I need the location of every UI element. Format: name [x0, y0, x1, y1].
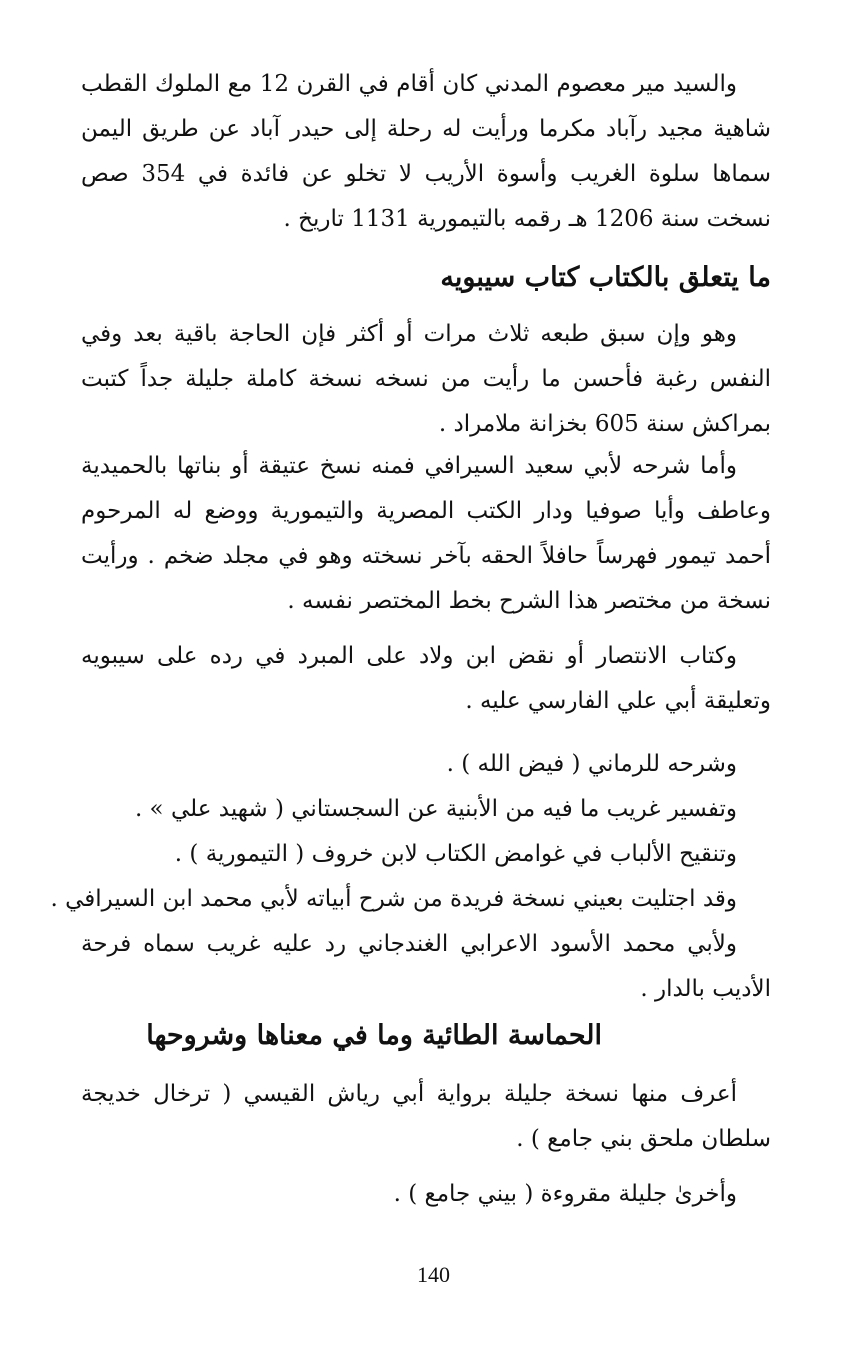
section-heading-hamasa: الحماسة الطائية وما في معناها وشروحها [146, 1020, 602, 1051]
paragraph-sirafi-commentary [81, 444, 771, 624]
paragraph-text: وهو وإن سبق طبعه ثلاث مرات أو أكثر فإن الحاجة باقية بعد وفي النفس رغبة فأحسن ما رأيت من نسخه نسخة كاملة جليلة جداً كتبت بمراكش سنة 605 بخزانة ملامراد . [81, 321, 771, 437]
paragraph-intisar [81, 634, 771, 724]
paragraph-text: وأما شرحه لأبي سعيد السيرافي فمنه نسخ عتيقة أو بناتها بالحميدية وعاطف وأيا صوفيا ودار الكتب المصرية والتيمورية ووضع له المرحوم أحمد تيمور فهرساً حافلاً الحقه بآخر نسخته وهو في مجلد ضخم . ورأيت نسخة من مختصر هذا الشرح بخط المختصر نفسه . [81, 453, 771, 614]
list-related-works [50, 742, 771, 922]
list-item: وقد اجتليت بعيني نسخة فريدة من شرح أبياته لأبي محمد ابن السيرافي . [50, 886, 737, 912]
paragraph-hamasa-copies [81, 1072, 771, 1162]
paragraph-another-copy [81, 1172, 771, 1217]
paragraph-text: وكتاب الانتصار أو نقض ابن ولاد على المبرد في رده على سيبويه وتعليقة أبي علي الفارسي عليه . [81, 643, 771, 714]
paragraph-text: والسيد مير معصوم المدني كان أقام في القرن 12 مع الملوك القطب شاهية مجيد رآباد مكرما ورأيت له رحلة إلى حيدر آباد عن طريق اليمن سماها سلوة الغريب وأسوة الأريب لا تخلو عن فائدة في 354 صص نسخت سنة 1206 هـ رقمه بالتيمورية 1131 تاريخ . [81, 71, 771, 232]
list-item: وشرحه للرماني ( فيض الله ) . [446, 751, 737, 777]
paragraph-text: ولأبي محمد الأسود الاعرابي الغندجاني رد عليه غريب سماه فرحة الأديب بالدار . [81, 931, 771, 1002]
list-item: وتنقيح الألباب في غوامض الكتاب لابن خروف ( التيمورية ) . [174, 841, 737, 867]
list-item: وأخرىٰ جليلة مقروءة ( بيني جامع ) . [393, 1181, 737, 1207]
list-item: وتفسير غريب ما فيه من الأبنية عن السجستاني ( شهيد علي » . [134, 796, 737, 822]
paragraph-text: أعرف منها نسخة جليلة برواية أبي رياش القيسي ( ترخال خديجة سلطان ملحق بني جامع ) . [81, 1081, 771, 1152]
paragraph-ghundijani [81, 922, 771, 1012]
paragraph-kitab-editions [81, 312, 771, 447]
paragraph-masum-madani [81, 62, 771, 242]
section-heading-sibawayh: ما يتعلق بالكتاب كتاب سيبويه [440, 262, 771, 293]
page-number: 140 [417, 1262, 450, 1287]
